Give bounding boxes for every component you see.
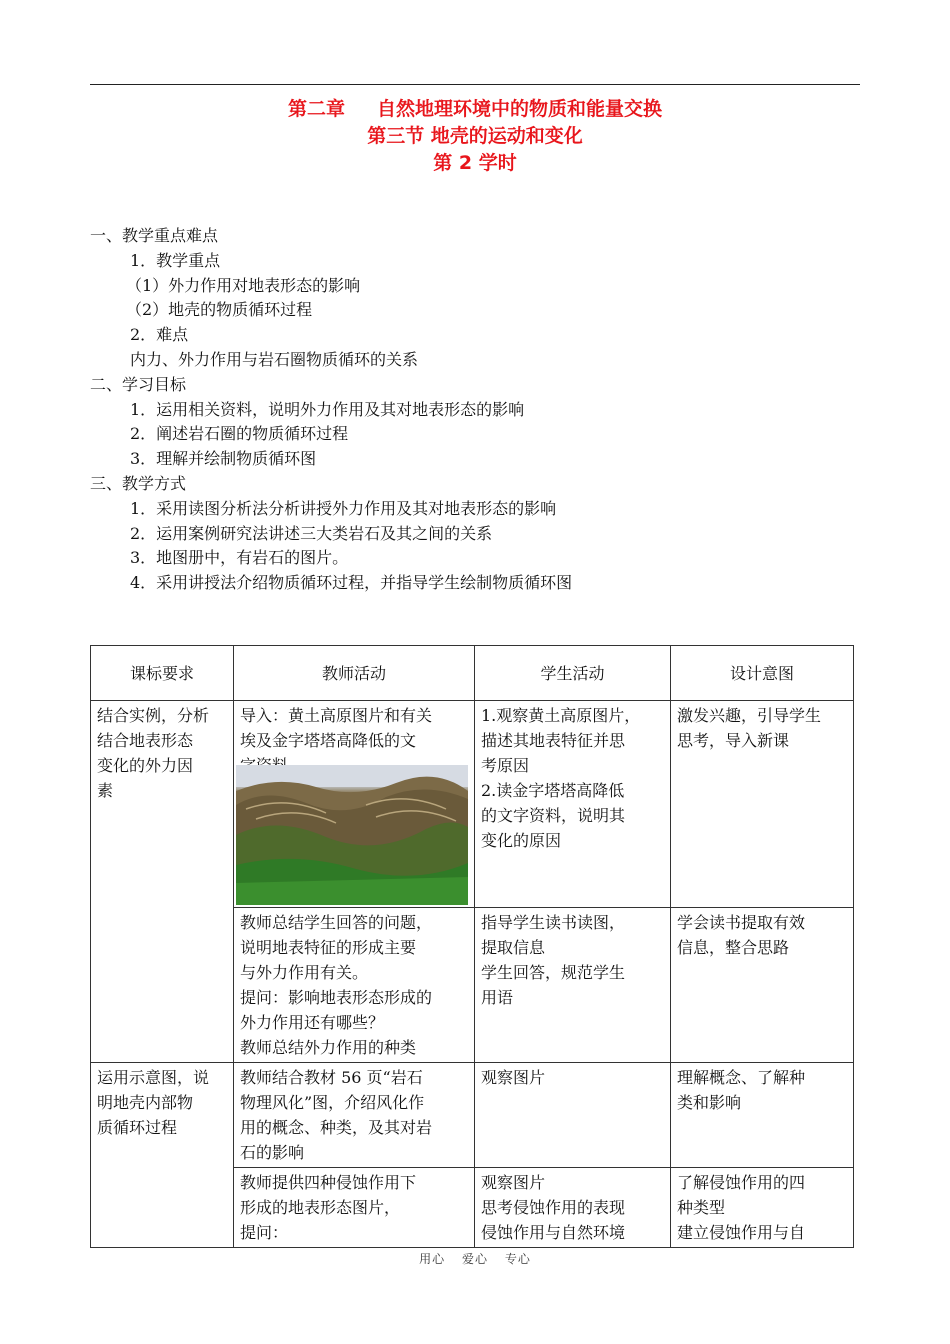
cell-line: 考原因 — [481, 756, 530, 775]
outline-line: 内力、外力作用与岩石圈物质循环的关系 — [130, 349, 419, 369]
outline-line: 1．教学重点 — [130, 250, 221, 270]
cell-line: 建立侵蚀作用与自 — [677, 1223, 806, 1242]
period-title: 第 2 学时 — [433, 152, 517, 174]
header-intent: 设计意图 — [671, 646, 854, 701]
cell-line: 物理风化”图，介绍风化作 — [240, 1093, 425, 1112]
cell-line: 变化的原因 — [481, 831, 562, 850]
outline-line: 三、教学方式 — [90, 473, 187, 493]
header-student: 学生活动 — [475, 646, 671, 701]
outline-line: 3．理解并绘制物质循环图 — [130, 449, 317, 469]
cell-line: 观察图片 — [481, 1173, 546, 1192]
intent-cell — [671, 908, 854, 1063]
cell-line: 埃及金字塔塔高降低的文 — [240, 731, 417, 750]
student-cell — [475, 701, 671, 908]
title-block — [0, 96, 950, 177]
chapter-title — [0, 96, 950, 123]
cell-line: 用语 — [481, 988, 514, 1007]
cell-line: 形成的地表形态图片， — [240, 1198, 401, 1217]
cell-line: 外力作用还有哪些？ — [240, 1013, 385, 1032]
chapter-name: 自然地理环境中的物质和能量交换 — [377, 98, 663, 120]
cell-line: 的文字资料，说明其 — [481, 806, 626, 825]
cell-line: 素 — [97, 781, 114, 800]
loess-plateau-photo — [236, 765, 468, 905]
standard-cell — [91, 701, 234, 1063]
cell-line: 教师提供四种侵蚀作用下 — [240, 1173, 417, 1192]
cell-line: 明地壳内部物 — [97, 1093, 194, 1112]
teacher-cell — [234, 1063, 475, 1168]
loess-plateau-landscape-icon — [236, 765, 468, 905]
standard-cell — [91, 1063, 234, 1248]
table-row — [91, 701, 854, 908]
cell-line: 提问：影响地表形态形成的 — [240, 988, 433, 1007]
table-row — [91, 1063, 854, 1168]
cell-line: 了解侵蚀作用的四 — [677, 1173, 806, 1192]
page-footer — [0, 1250, 950, 1267]
header-teacher: 教师活动 — [234, 646, 475, 701]
outline-line: 1．运用相关资料，说明外力作用及其对地表形态的影响 — [130, 399, 525, 419]
cell-line: 结合地表形态 — [97, 731, 194, 750]
footer-word: 爱心 — [461, 1252, 488, 1266]
header-standard: 课标要求 — [91, 646, 234, 701]
cell-line: 用的概念、种类，及其对岩 — [240, 1118, 433, 1137]
intent-cell — [671, 701, 854, 908]
cell-line: 教师总结外力作用的种类 — [240, 1038, 417, 1057]
intent-cell — [671, 1063, 854, 1168]
cell-line: 信息，整合思路 — [677, 938, 790, 957]
cell-line: 学生回答，规范学生 — [481, 963, 626, 982]
cell-line: 变化的外力因 — [97, 756, 194, 775]
outline-line: 2．运用案例研究法讲述三大类岩石及其之间的关系 — [130, 523, 493, 543]
cell-line: 种类型 — [677, 1198, 726, 1217]
outline-line: （1）外力作用对地表形态的影响 — [126, 275, 361, 295]
outline-line: （2）地壳的物质循环过程 — [126, 300, 313, 320]
outline-line: 2．难点 — [130, 325, 189, 345]
cell-line: 导入：黄土高原图片和有关 — [240, 706, 433, 725]
intent-cell — [671, 1168, 854, 1248]
cell-line: 学会读书提取有效 — [677, 913, 806, 932]
cell-line: 观察图片 — [481, 1068, 546, 1087]
cell-line: 思考，导入新课 — [677, 731, 790, 750]
cell-line: 教师总结学生回答的问题， — [240, 913, 433, 932]
cell-line: 提取信息 — [481, 938, 546, 957]
outline-line: 一、教学重点难点 — [90, 226, 219, 245]
table-header-row — [91, 646, 854, 701]
cell-line: 理解概念、了解种 — [677, 1068, 806, 1087]
cell-line: 质循环过程 — [97, 1118, 178, 1137]
cell-line: 运用示意图，说 — [97, 1068, 210, 1087]
student-cell — [475, 1168, 671, 1248]
student-cell — [475, 1063, 671, 1168]
cell-line: 思考侵蚀作用的表现 — [481, 1198, 626, 1217]
cell-line: 石的影响 — [240, 1143, 305, 1162]
teacher-cell — [234, 908, 475, 1063]
cell-line: 2.读金字塔塔高降低 — [481, 781, 625, 800]
cell-line: 与外力作用有关。 — [240, 963, 369, 982]
cell-line: 指导学生读书读图， — [481, 913, 626, 932]
footer-word: 专心 — [504, 1252, 531, 1266]
teacher-cell — [234, 1168, 475, 1248]
cell-line: 描述其地表特征并思 — [481, 731, 626, 750]
outline-line: 4．采用讲授法介绍物质循环过程，并指导学生绘制物质循环图 — [130, 573, 573, 593]
cell-line: 激发兴趣，引导学生 — [677, 706, 822, 725]
lesson-outline — [90, 224, 870, 596]
teacher-cell — [234, 701, 475, 908]
outline-line: 2．阐述岩石圈的物质循环过程 — [130, 424, 349, 444]
footer-word: 用心 — [419, 1252, 446, 1266]
cell-line: 类和影响 — [677, 1093, 742, 1112]
outline-line: 二、学习目标 — [90, 374, 187, 394]
header-rule — [90, 84, 860, 85]
student-cell — [475, 908, 671, 1063]
lesson-table — [90, 645, 854, 1248]
cell-line: 说明地表特征的形成主要 — [240, 938, 417, 957]
cell-line: 结合实例，分析 — [97, 706, 210, 725]
chapter-number: 第二章 — [287, 98, 345, 120]
cell-line: 侵蚀作用与自然环境 — [481, 1223, 626, 1242]
section-title: 第三节 地壳的运动和变化 — [367, 125, 583, 147]
cell-line: 1.观察黄土高原图片， — [481, 706, 641, 725]
outline-line: 1．采用读图分析法分析讲授外力作用及其对地表形态的影响 — [130, 498, 557, 518]
outline-line: 3．地图册中，有岩石的图片。 — [130, 548, 349, 568]
cell-line: 教师结合教材 56 页“岩石 — [240, 1068, 423, 1087]
cell-line: 提问： — [240, 1223, 289, 1242]
